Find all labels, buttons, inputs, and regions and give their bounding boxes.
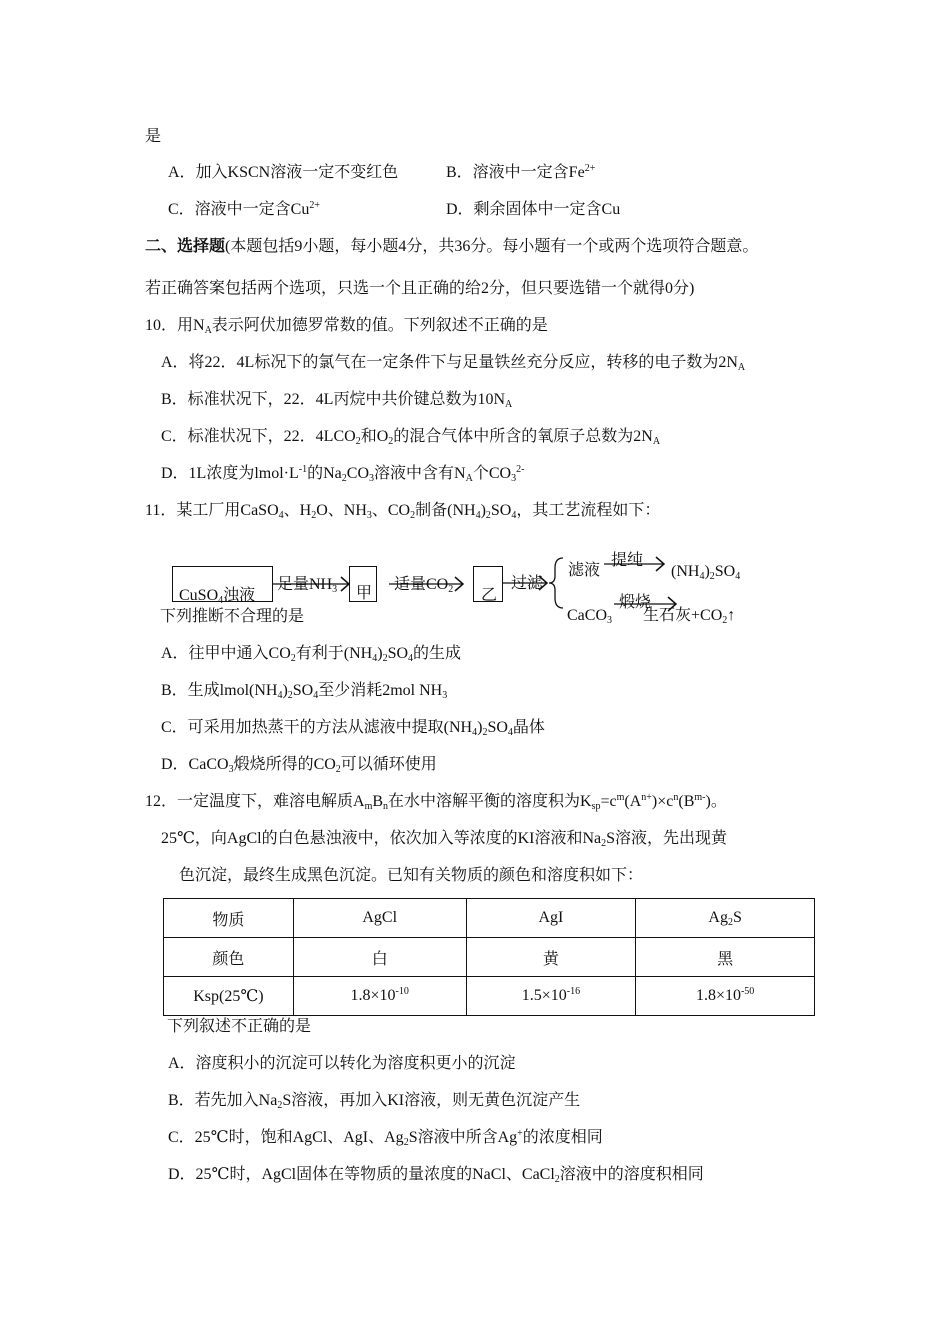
q12-option-a: A．溶度积小的沉淀可以转化为溶度积更小的沉淀: [168, 1055, 516, 1072]
table-cell: 黄: [466, 938, 636, 977]
q12-option-d: D．25℃时，AgCl固体在等物质的量浓度的NaCl、CaCl$_2$溶液中的溶度积相同: [168, 1166, 704, 1185]
flow-arrow-3: [503, 573, 549, 593]
table-cell: AgI: [466, 899, 636, 938]
q12-sub-stem: 下列叙述不正确的是: [167, 1018, 312, 1035]
flow-label-co2: 适量$CO_2$: [394, 576, 454, 595]
table-row: [164, 938, 815, 977]
flow-label-purify: 提纯: [611, 552, 644, 569]
table-cell: $1.5\times 10^{-16}$: [466, 977, 636, 1016]
q12-stem-line3: 色沉淀，最终生成黑色沉淀。已知有关物质的颜色和溶度积如下：: [179, 867, 644, 884]
q9-option-a: A．加入KSCN溶液一定不变红色: [168, 164, 399, 181]
flow-product-ammonium-sulfate: $(NH_4)_2SO_4$: [671, 563, 741, 582]
table-cell: $1.8\times 10^{-50}$: [636, 977, 815, 1016]
q10-option-b: B．标准状况下，22．4L丙烷中共价键总数为$10N_A$: [161, 391, 513, 410]
flow-label-filtrate: 滤液: [568, 562, 601, 579]
flow-arrow-2: [389, 574, 465, 594]
table-cell: Ksp(25℃): [164, 977, 294, 1016]
table-cell: 黑: [636, 938, 815, 977]
table-cell: $1.8\times 10^{-10}$: [293, 977, 466, 1016]
section-2-heading: 二、选择题(本题包括9小题，每小题4分，共36分。每小题有一个或两个选项符合题意。: [145, 238, 759, 255]
q12-stem: 12．一定温度下，难溶电解质$A_mB_n$在水中溶解平衡的溶度积为$K_{sp}=c^m(A^{n+})\times c^n(B^{m-})$。: [145, 792, 727, 812]
line-continuation: 是: [145, 128, 162, 145]
q10-option-a: A．将22．4L标况下的氯气在一定条件下与足量铁丝充分反应，转移的电子数为$2N_A$: [161, 354, 746, 373]
table-cell: $Ag_2S$: [636, 899, 815, 938]
flow-label-cuso4: CuSO$_4$浊液: [179, 587, 256, 606]
q9-option-c: C．溶液中一定含$Cu^{2+}$: [168, 200, 320, 218]
q12-option-b: B．若先加入$Na_2S$溶液，再加入KI溶液，则无黄色沉淀产生: [168, 1092, 581, 1111]
q11-option-a: A．往甲中通入$CO_2$有利于$(NH_4)_2SO_4$的生成: [161, 645, 462, 664]
q11-option-d: D．CaCO$_3$煅烧所得的$CO_2$可以循环使用: [161, 756, 437, 775]
q12-stem-line2: 25℃，向AgCl的白色悬浊液中，依次加入等浓度的KI溶液和$Na_2S$溶液，先出现黄: [161, 830, 728, 849]
table-cell: 白: [293, 938, 466, 977]
solubility-table: [163, 898, 815, 1016]
q9-option-b: B．溶液中一定含$Fe^{2+}$: [446, 163, 596, 181]
table-cell: AgCl: [293, 899, 466, 938]
flow-label-nh3: 足量$NH_3$: [277, 576, 338, 595]
q12-option-c: C．25℃时，饱和AgCl、AgI、$Ag_2S$溶液中所含Ag+的浓度相同: [168, 1128, 603, 1148]
table-cell: 物质: [164, 899, 294, 938]
q10-option-c: C．标准状况下，22．$4LCO_2$和$O_2$的混合气体中所含的氧原子总数为$2N_A$: [161, 428, 661, 447]
flow-label-filter: 过滤: [511, 575, 544, 592]
section-2-instructions: 若正确答案包括两个选项，只选一个且正确的给2分，但只要选错一个就得0分): [145, 280, 695, 297]
flow-arrow-4: [604, 554, 666, 574]
q11-option-c: C．可采用加热蒸干的方法从滤液中提取$(NH_4)_2SO_4$晶体: [161, 719, 545, 738]
flow-label-calcine: 煅烧: [619, 594, 652, 611]
q11-option-b: B．生成$lmol(NH_4)_2SO_4$至少消耗2mol $NH_3$: [161, 682, 448, 701]
flow-arrow-1: [273, 574, 351, 594]
q11-sub-stem: 下列推断不合理的是: [160, 608, 305, 625]
q11-stem: 11．某工厂用CaSO$_4$、$H_2O$、$NH_3$、$CO_2$制备$(NH_4)_2SO_4$，其工艺流程如下：: [145, 502, 661, 521]
table-cell: 颜色: [164, 938, 294, 977]
q9-option-d: D．剩余固体中一定含Cu: [446, 201, 621, 218]
table-row: [164, 977, 815, 1016]
flow-label-caco3: CaCO$_3$: [567, 607, 612, 626]
q10-stem: 10．用$N_A$表示阿伏加德罗常数的值。下列叙述不正确的是: [145, 317, 548, 336]
q10-option-d: D．1L浓度为$lmol\cdot L^{-1}$的$Na_2CO_3$溶液中含有$N_A$个$CO_3^{2-}$: [161, 464, 525, 484]
flow-product-quicklime: 生石灰$+CO_2↑$: [643, 607, 736, 626]
flow-brace: [548, 556, 568, 610]
flow-label-yi: 乙: [481, 587, 498, 604]
flow-label-jia: 甲: [356, 585, 373, 602]
table-row: [164, 899, 815, 938]
